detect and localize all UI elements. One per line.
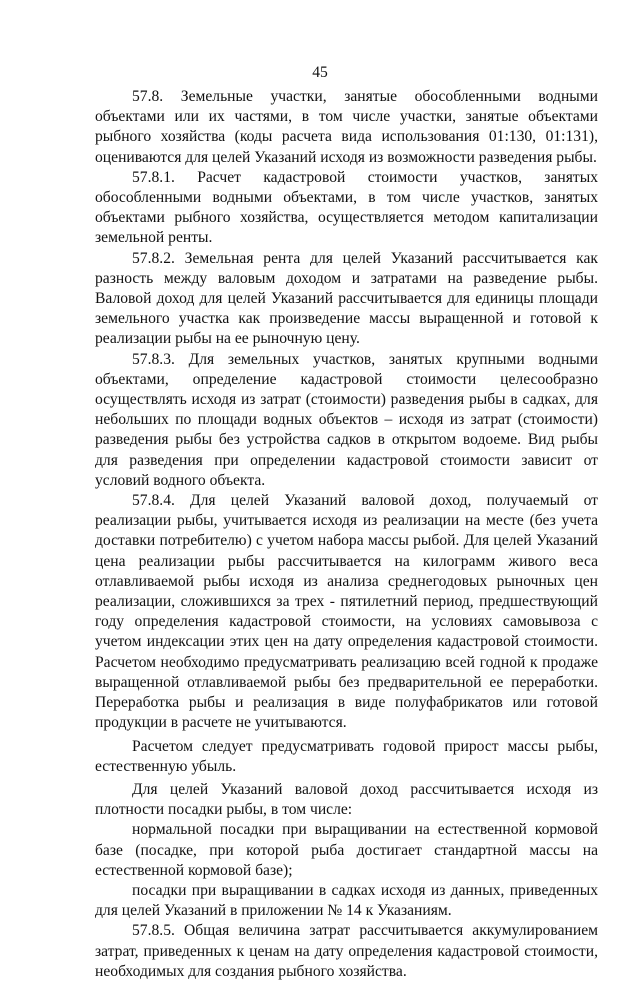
paragraph-57-8-5: 57.8.5. Общая величина затрат рассчитывается аккумулированием затрат, приведенных к ценам на дату определения кадастровой стоимости, необходимых для создания рыбного хозяйства. — [95, 922, 598, 980]
paragraph-57-8-3: 57.8.3. Для земельных участков, занятых крупными водными объектами, определение кадастровой стоимости целесообразно осуществлять исходя из затрат (стоимости) разведения рыбы в садках, для небольших по площади водных объектов – исходя из затрат (стоимости) разведения рыбы без устройства садков в открытом водоеме. Вид рыбы для разведения при определении кадастровой стоимости зависит от условий водного объекта. — [95, 350, 598, 489]
paragraph-annual-growth: Расчетом следует предусматривать годовой прирост массы рыбы, естественную убыль. — [95, 737, 598, 775]
document-body — [95, 87, 598, 982]
paragraph-57-8-2: 57.8.2. Земельная рента для целей Указаний рассчитывается как разность между валовым доходом и затратами на разведение рыбы. Валовой доход для целей Указаний рассчитывается для единицы площади земельного участка как произведение массы выращенной и готовой к реализации рыбы на ее рыночную цену. — [95, 249, 598, 348]
page-number: 45 — [312, 64, 328, 81]
paragraph-57-8-1: 57.8.1. Расчет кадастровой стоимости участков, занятых обособленными водными объектами, в том числе участков, занятых объектами рыбного хозяйства, осуществляется методом капитализации земельной ренты. — [95, 168, 598, 247]
paragraph-stocking-density: Для целей Указаний валовой доход рассчитывается исходя из плотности посадки рыбы, в том числе: — [95, 780, 598, 819]
paragraph-57-8-4: 57.8.4. Для целей Указаний валовой доход, получаемый от реализации рыбы, учитывается исходя из реализации на месте (без учета доставки потребителю) с учетом набора массы рыбой. Для целей Указаний цена реализации рыбы рассчитывается на килограмм живого веса отлавливаемой рыбы исходя из анализа среднегодовых рыночных цен реализации, сложившихся за трех - пятилетний период, предшествующий году определения кадастровой стоимости, на условиях самовывоза с учетом индексации этих цен на дату определения кадастровой стоимости. Расчетом необходимо предусматривать реализацию всей годной к продаже выращенной отлавливаемой рыбы без предварительной ее переработки. Переработка рыбы и реализация в виде полуфабрикатов или готовой продукции в расчете не учитываются. — [95, 492, 598, 732]
paragraph-natural-feed: нормальной посадки при выращивании на естественной кормовой базе (посадке, при которой рыба достигает стандартной массы на естественной кормовой базе); — [95, 821, 598, 879]
paragraph-cage-rearing: посадки при выращивании в садках исходя из данных, приведенных для целей Указаний в приложении № 14 к Указаниям. — [95, 881, 598, 920]
paragraph-57-8: 57.8. Земельные участки, занятые обособленными водными объектами или их частями, в том числе участки, занятые объектами рыбного хозяйства (коды расчета вида использования 01:130, 01:131), оцениваются для целей Указаний исходя из возможности разведения рыбы. — [95, 88, 598, 166]
